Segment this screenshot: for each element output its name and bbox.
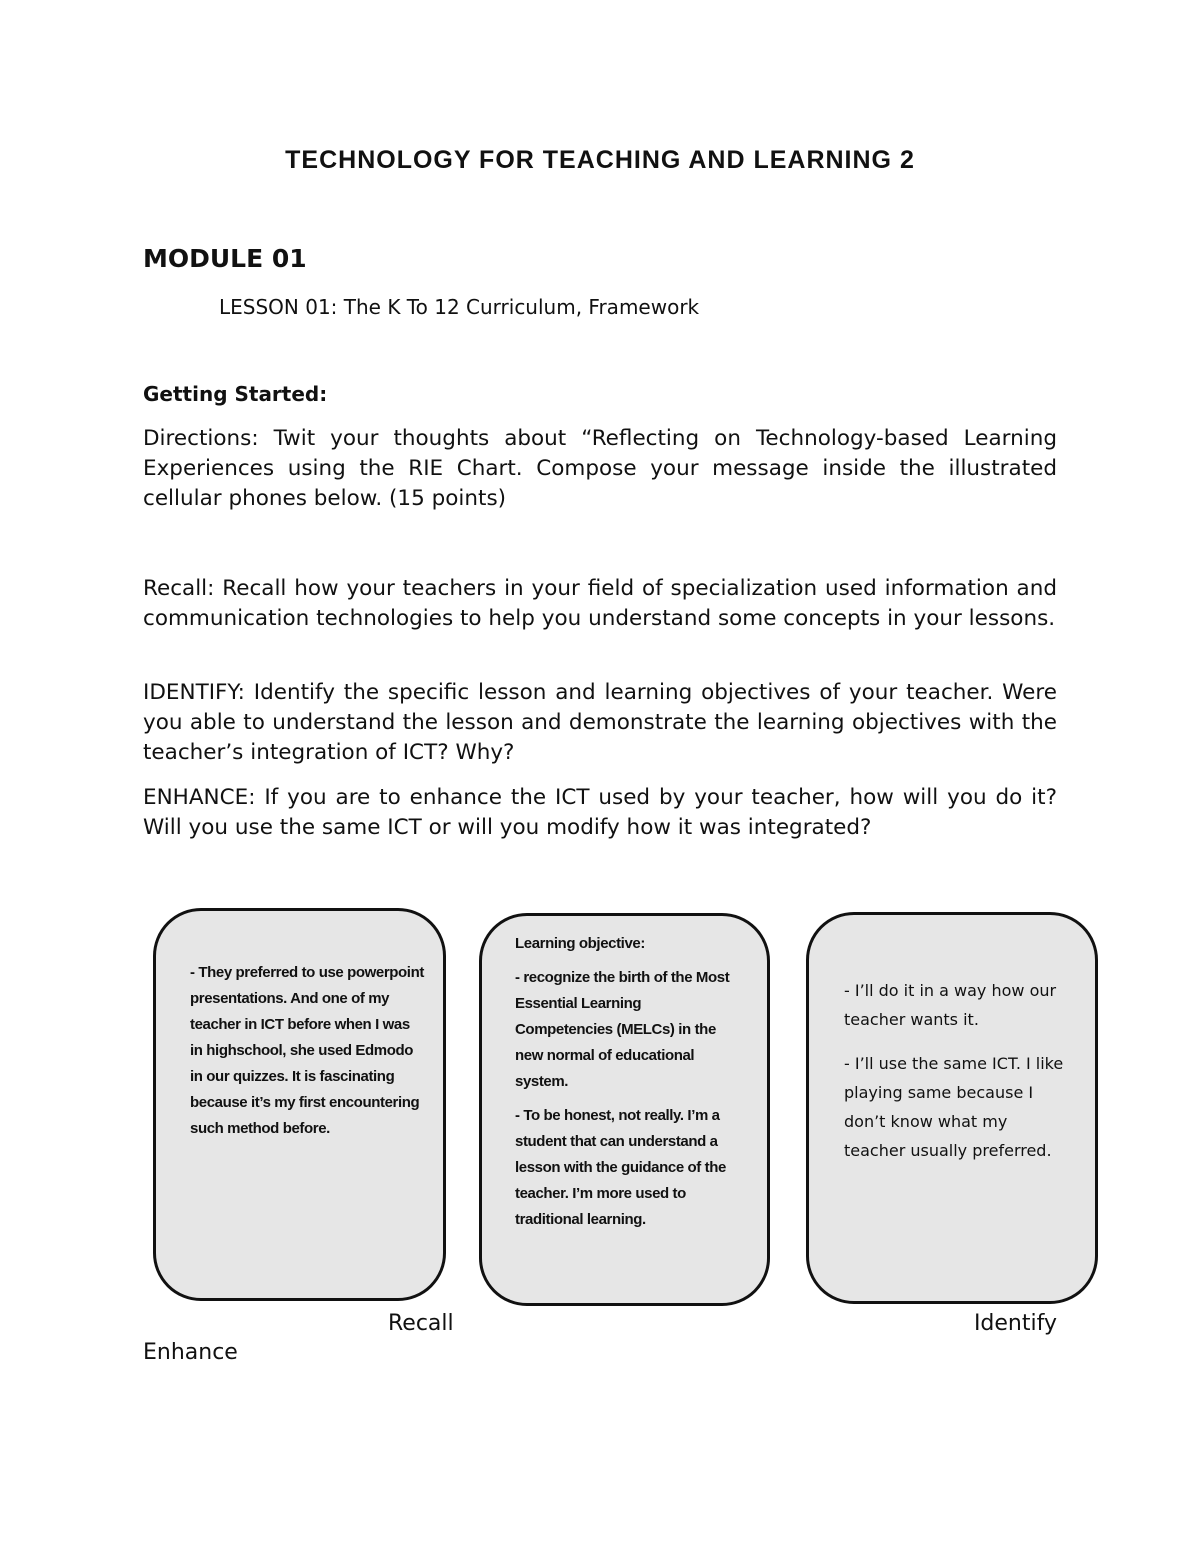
phone-paragraph: - recognize the birth of the Most Essential Learning Competencies (MELCs) in the new normal of educational system. — [515, 969, 730, 1090]
lesson-heading: LESSON 01: The K To 12 Curriculum, Framework — [219, 295, 700, 319]
document-title: TECHNOLOGY FOR TEACHING AND LEARNING 2 — [285, 146, 915, 174]
phone-enhance-text — [844, 976, 1069, 1180]
phone-paragraph: - I’ll use the same ICT. I like playing same because I don’t know what my teacher usually preferred. — [844, 1054, 1064, 1160]
enhance-prompt: ENHANCE: If you are to enhance the ICT used by your teacher, how will you do it? Will you use the same ICT or will you modify how it was integrated? — [143, 785, 1057, 840]
module-heading: MODULE 01 — [143, 244, 307, 273]
phone-identify-text — [515, 931, 740, 1241]
directions-text: Directions: Twit your thoughts about “Reflecting on Technology-based Learning Experiences using the RIE Chart. Compose your message inside the illustrated cellular phones below. (15 points) — [143, 426, 1057, 511]
phone-recall-text — [190, 960, 425, 1150]
getting-started-heading: Getting Started: — [143, 382, 328, 406]
recall-prompt: Recall: Recall how your teachers in your field of specialization used information and communication technologies to help you understand some concepts in your lessons. — [143, 576, 1057, 631]
phone-paragraph: - I’ll do it in a way how our teacher wants it. — [844, 981, 1057, 1029]
label-identify: Identify — [973, 1311, 1057, 1336]
identify-prompt: IDENTIFY: Identify the specific lesson and learning objectives of your teacher. Were you able to understand the lesson and demonstrate the learning objectives with the teacher’s integration of ICT? Why? — [143, 680, 1057, 765]
phone-paragraph: Learning objective: — [515, 935, 645, 952]
phone-paragraph: - To be honest, not really. I’m a student that can understand a lesson with the guidance of the teacher. I’m more used to traditional learning. — [515, 1107, 726, 1228]
label-recall: Recall — [388, 1311, 454, 1336]
phone-paragraph: - They preferred to use powerpoint presentations. And one of my teacher in ICT before when I was in highschool, she used Edmodo in our quizzes. It is fascinating because it’s my first encountering such method before. — [190, 964, 424, 1137]
label-enhance: Enhance — [143, 1340, 238, 1365]
